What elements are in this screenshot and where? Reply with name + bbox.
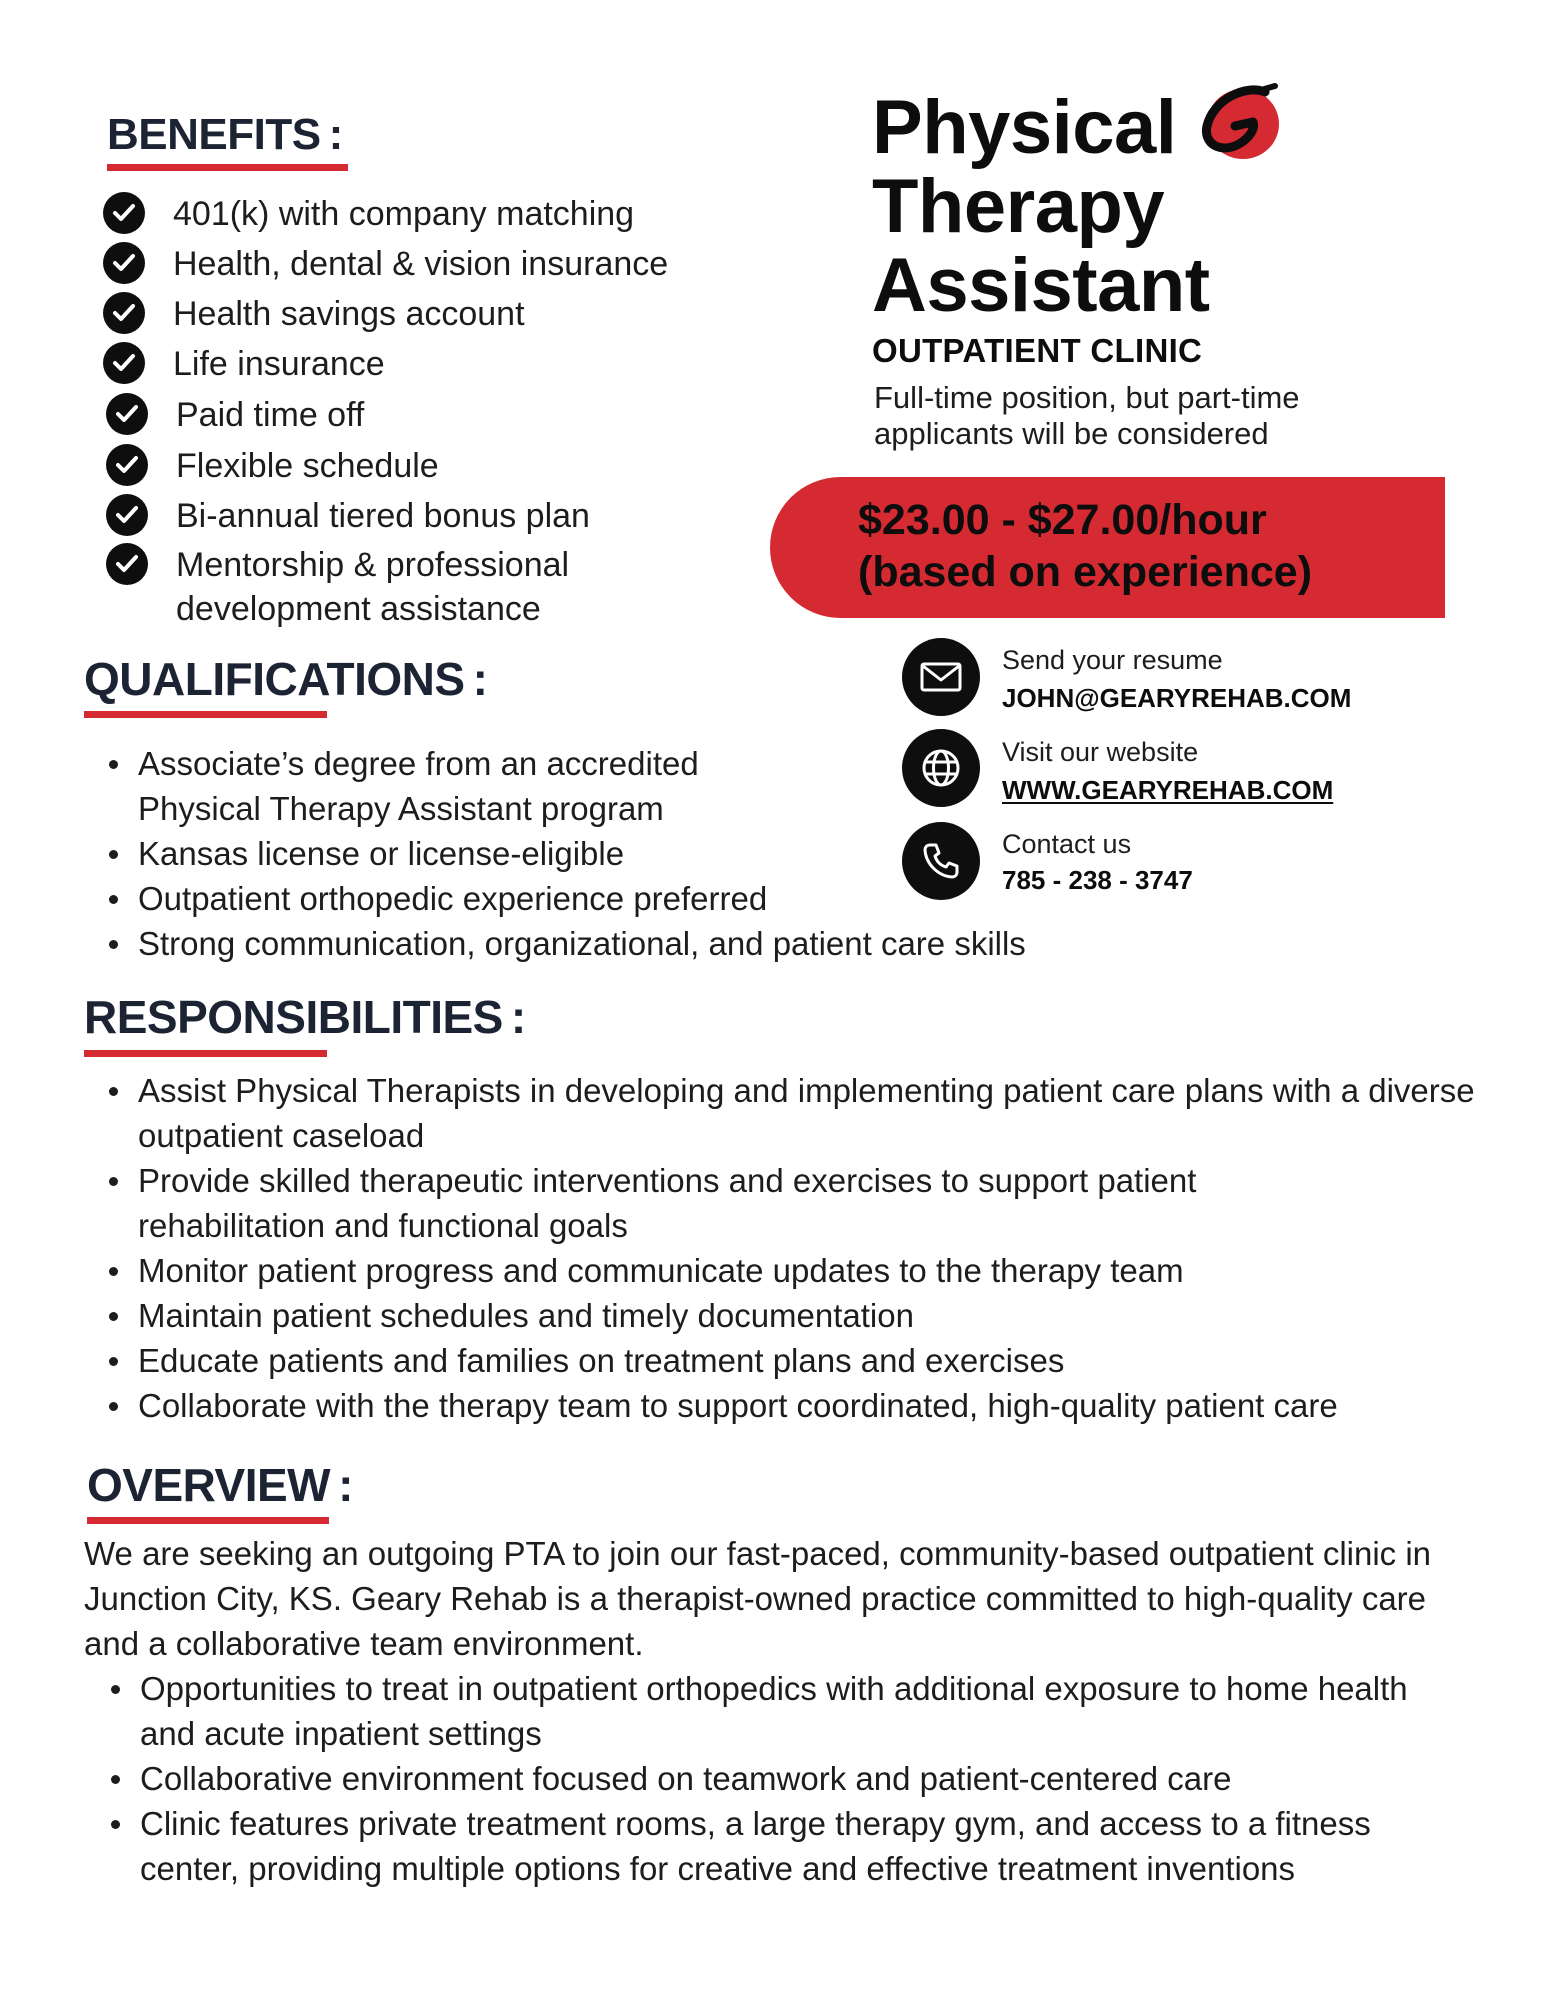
position-note: Full-time position, but part-time applicants will be considered	[874, 380, 1300, 451]
overview-list	[107, 1666, 1467, 1891]
responsibilities-heading	[84, 991, 526, 1043]
job-title	[872, 85, 1210, 328]
benefit-text: Health savings account	[173, 295, 525, 333]
qualifications-heading	[84, 653, 488, 705]
benefit-text: Life insurance	[173, 345, 385, 383]
geary-rehab-logo-icon	[1195, 82, 1283, 162]
list-item: Collaborate with the therapy team to support coordinated, high-quality patient care	[105, 1383, 1505, 1428]
list-item: Clinic features private treatment rooms, a large therapy gym, and access to a fitness center, providing multiple options for creative and effective treatment inventions	[107, 1801, 1467, 1891]
benefit-item	[103, 342, 385, 386]
responsibilities-underline	[84, 1050, 327, 1057]
benefit-text: Mentorship & professional development assistance	[176, 546, 570, 628]
benefits-underline	[107, 164, 348, 171]
benefit-text: Bi-annual tiered bonus plan	[176, 497, 590, 535]
benefit-item	[106, 543, 626, 631]
check-circle-icon	[103, 342, 145, 384]
check-circle-icon	[106, 494, 148, 536]
pay-rate-line2: (based on experience)	[858, 548, 1313, 596]
responsibilities-heading-colon: :	[510, 991, 526, 1043]
responsibilities-list	[105, 1068, 1505, 1428]
website-link[interactable]: WWW.GEARYREHAB.COM	[1002, 775, 1334, 805]
qualifications-heading-colon: :	[472, 653, 488, 705]
benefit-item	[106, 393, 364, 437]
benefit-text: Health, dental & vision insurance	[173, 245, 669, 283]
benefits-heading-text: BENEFITS	[107, 110, 321, 159]
benefit-item	[103, 242, 668, 286]
benefit-item	[103, 192, 634, 236]
pay-rate	[858, 494, 1312, 598]
envelope-icon	[902, 638, 980, 716]
qualifications-list	[105, 741, 1026, 966]
overview-underline	[87, 1517, 329, 1524]
website-label: Visit our website	[1002, 737, 1199, 767]
list-item: Strong communication, organizational, and patient care skills	[105, 921, 825, 966]
check-circle-icon	[103, 242, 145, 284]
benefit-item	[106, 494, 590, 538]
list-item: Provide skilled therapeutic interventions and exercises to support patient rehabilitation and functional goals	[105, 1158, 1358, 1248]
overview-heading-text: OVERVIEW	[87, 1459, 331, 1511]
benefit-text: 401(k) with company matching	[173, 195, 635, 233]
pay-rate-line1: $23.00 - $27.00/hour	[858, 496, 1267, 544]
email-address[interactable]: JOHN@GEARYREHAB.COM	[1002, 683, 1352, 713]
job-title-line1: Physical	[872, 85, 1177, 170]
benefits-heading-colon: :	[328, 110, 343, 159]
list-item: Outpatient orthopedic experience preferred	[105, 876, 825, 921]
benefit-item	[103, 292, 525, 336]
check-circle-icon	[106, 393, 148, 435]
list-item: Monitor patient progress and communicate updates to the therapy team	[105, 1248, 1505, 1293]
list-item: Opportunities to treat in outpatient orthopedics with additional exposure to home health and acute inpatient settings	[107, 1666, 1467, 1756]
overview-heading	[87, 1459, 353, 1511]
check-circle-icon	[103, 292, 145, 334]
benefit-item	[106, 444, 439, 488]
phone-number[interactable]: 785 - 238 - 3747	[1002, 865, 1193, 895]
benefits-heading	[107, 110, 343, 159]
qualifications-underline	[84, 711, 327, 718]
job-title-line3: Assistant	[872, 243, 1210, 328]
list-item: Kansas license or license-eligible	[105, 831, 825, 876]
email-label: Send your resume	[1002, 645, 1223, 675]
job-subtitle: OUTPATIENT CLINIC	[872, 332, 1203, 369]
phone-label: Contact us	[1002, 829, 1132, 859]
overview-heading-colon: :	[338, 1459, 353, 1511]
globe-icon	[902, 729, 980, 807]
job-title-line2: Therapy	[872, 164, 1165, 249]
check-circle-icon	[103, 192, 145, 234]
list-item: Assist Physical Therapists in developing and implementing patient care plans with a diverse outpatient caseload	[105, 1068, 1505, 1158]
check-circle-icon	[106, 543, 148, 585]
benefit-text: Flexible schedule	[176, 447, 439, 485]
benefit-text: Paid time off	[176, 396, 365, 434]
phone-icon	[902, 822, 980, 900]
overview-paragraph: We are seeking an outgoing PTA to join our fast-paced, community-based outpatient clinic in Junction City, KS. Geary Rehab is a therapist-owned practice committed to high-quality care and a collaborative team environment.	[84, 1535, 1432, 1662]
list-item: Maintain patient schedules and timely documentation	[105, 1293, 1505, 1338]
responsibilities-heading-text: RESPONSIBILITIES	[84, 991, 503, 1043]
qualifications-heading-text: QUALIFICATIONS	[84, 653, 465, 705]
list-item: Associate’s degree from an accredited Physical Therapy Assistant program	[105, 741, 825, 831]
list-item: Educate patients and families on treatment plans and exercises	[105, 1338, 1505, 1383]
list-item: Collaborative environment focused on teamwork and patient-centered care	[107, 1756, 1467, 1801]
check-circle-icon	[106, 444, 148, 486]
